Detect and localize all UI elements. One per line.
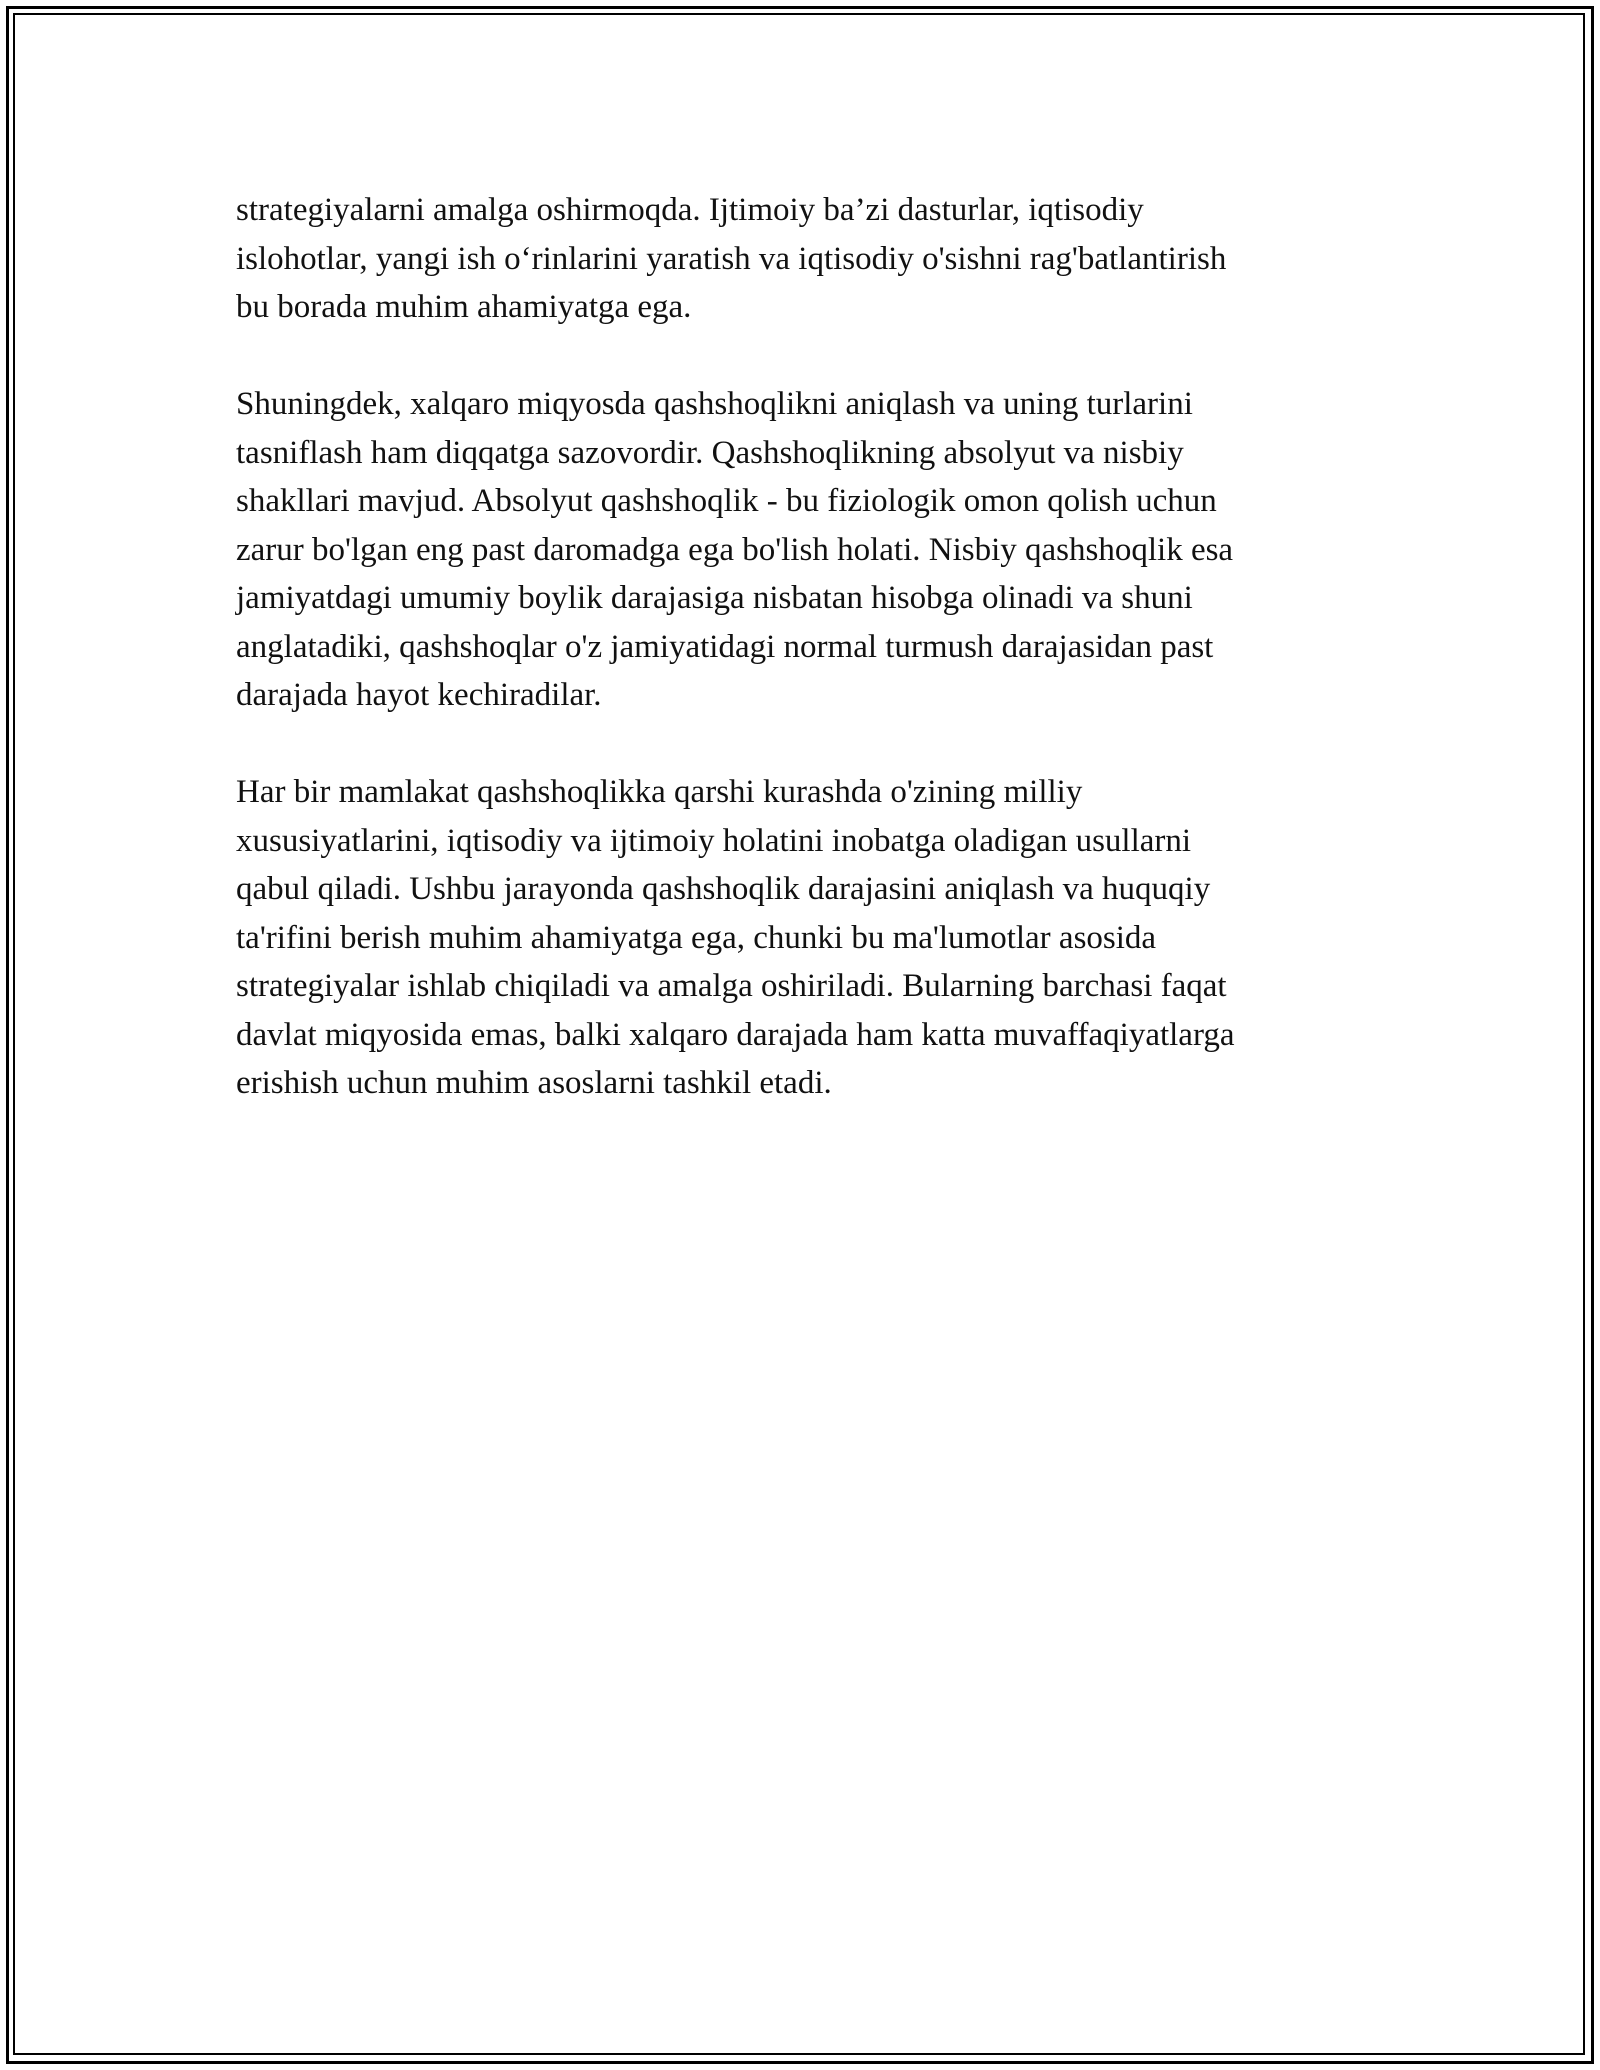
paragraph-3: Har bir mamlakat qashshoqlikka qarshi kurashda o'zining milliy xususiyatlarini, iqtisodiy va ijtimoiy holatini inobatga oladigan usullarni qabul qiladi. Ushbu jarayonda qashshoqlik darajasini aniqlash va huquqiy ta'rifini berish muhim ahamiyatga ega, chunki bu ma'lumotlar asosida strategiyalar ishlab chiqiladi va amalga oshiriladi. Bularning barchasi faqat davlat miqyosida emas, balki xalqaro darajada ham katta muvaffaqiyatlarga erishish uchun muhim asoslarni tashkil etadi. [236,774,1235,1101]
document-body [236,186,1366,1156]
paragraph-2: Shuningdek, xalqaro miqyosda qashshoqlikni aniqlash va uning turlarini tasniflash ham diqqatga sazovordir. Qashshoqlikning absolyut va nisbiy shakllari mavjud. Absolyut qashshoqlik - bu fiziologik omon qolish uchun zarur bo'lgan eng past daromadga ega bo'lish holati. Nisbiy qashshoqlik esa jamiyatdagi umumiy boylik darajasiga nisbatan hisobga olinadi va shuni anglatadiki, qashshoqlar o'z jamiyatidagi normal turmush darajasidan past darajada hayot kechiradilar. [236,386,1234,713]
paragraph-1: strategiyalarni amalga oshirmoqda. Ijtimoiy ba’zi dasturlar, iqtisodiy islohotlar, yangi ish o‘rinlarini yaratish va iqtisodiy o'sishni rag'batlantirish bu borada muhim ahamiyatga ega. [236,192,1227,325]
